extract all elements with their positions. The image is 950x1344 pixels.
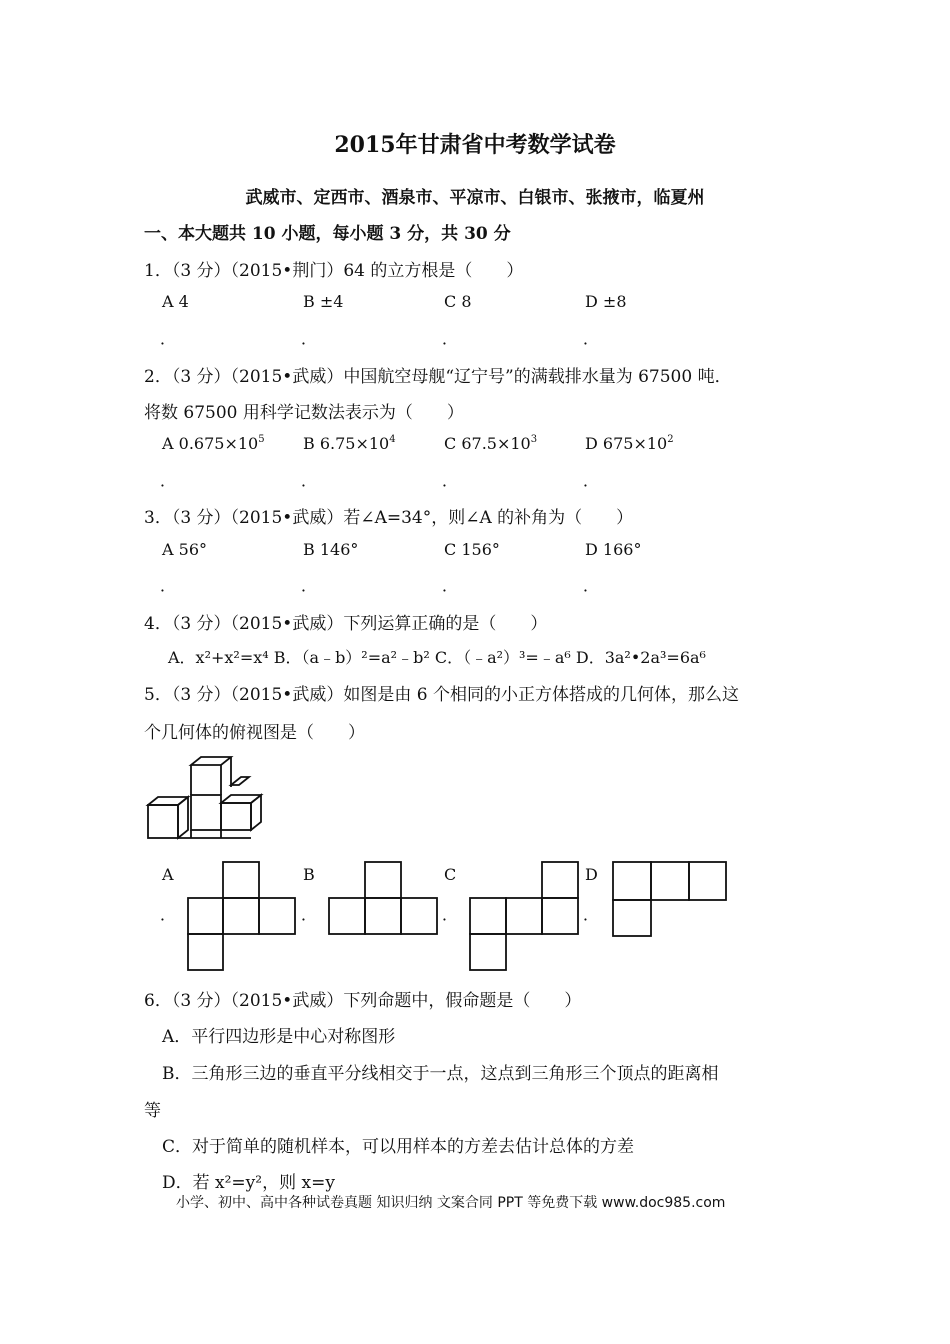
option-dot: ．	[160, 471, 177, 490]
question-3-option-c: C 156°	[444, 540, 500, 559]
question-1-option-b: B ±4	[303, 292, 344, 311]
question-4-stem: 4．（3 分）（2015•武威）下列运算正确的是（ ）	[144, 614, 548, 634]
question-2-option-c: C $67.5\times 10^3$	[444, 434, 538, 453]
question-1-option-c: C 8	[444, 292, 472, 311]
option-dot: ．	[583, 905, 600, 924]
top-view-option-a	[188, 862, 298, 972]
option-dot: ．	[583, 576, 600, 595]
option-dot: ．	[160, 329, 177, 348]
option-dot: ．	[442, 905, 459, 924]
option-dot: ．	[442, 471, 459, 490]
question-5-option-a: A	[162, 865, 174, 884]
question-2-option-a: A $0.675\times 10^5$	[162, 434, 265, 453]
question-6-stem: 6．（3 分）（2015•武威）下列命题中，假命题是（ ）	[144, 991, 582, 1011]
option-dot: ．	[160, 576, 177, 595]
question-5-stem-line2: 个几何体的俯视图是（ ）	[144, 723, 365, 743]
question-5-stem-line1: 5．（3 分）（2015•武威）如图是由 6 个相同的小正方体搭成的几何体，那么这	[144, 685, 739, 705]
question-4-options: A．x²+x²=x⁴ B．（a﹣b）²=a²﹣b² C．（﹣a²）³=﹣a⁶ D．3a²•2a³=6a⁶	[168, 648, 706, 667]
question-2-option-d: D $675\times 10^2$	[585, 434, 674, 453]
option-dot: ．	[301, 576, 318, 595]
option-dot: ．	[160, 905, 177, 924]
question-6-option-b-line2: 等	[144, 1101, 161, 1121]
section-heading: 一、本大题共 10 小题，每小题 3 分，共 30 分	[144, 224, 511, 244]
question-3-stem: 3．（3 分）（2015•武威）若∠A=34°，则∠A 的补角为（ ）	[144, 508, 634, 528]
option-dot: ．	[442, 576, 459, 595]
option-dot: ．	[301, 471, 318, 490]
question-5-option-d: D	[585, 865, 598, 884]
top-view-option-d	[613, 862, 728, 938]
question-3-option-b: B 146°	[303, 540, 359, 559]
page-subtitle: 武威市、定西市、酒泉市、平凉市、白银市、张掖市，临夏州	[245, 188, 705, 208]
top-view-option-c	[470, 862, 580, 972]
question-6-option-a: A．平行四边形是中心对称图形	[162, 1027, 396, 1047]
cube-solid-figure	[140, 755, 270, 850]
question-5-option-c: C	[444, 865, 457, 884]
question-2-option-b: B $6.75\times 10^4$	[303, 434, 396, 453]
option-dot: ．	[301, 905, 318, 924]
option-dot: ．	[301, 329, 318, 348]
question-1-option-a: A 4	[162, 292, 189, 311]
question-2-stem-line2: 将数 67500 用科学记数法表示为（ ）	[144, 403, 464, 423]
option-dot: ．	[583, 471, 600, 490]
question-6-option-b-line1: B．三角形三边的垂直平分线相交于一点，这点到三角形三个顶点的距离相	[162, 1064, 719, 1084]
question-3-option-a: A 56°	[162, 540, 207, 559]
question-6-option-d: D．若 x²=y²，则 x=y	[162, 1173, 335, 1193]
top-view-option-b	[329, 862, 439, 938]
question-1-option-d: D ±8	[585, 292, 627, 311]
footer-watermark-text: 小学、初中、高中各种试卷真题 知识归纳 文案合同 PPT 等免费下载 www.doc985.com	[176, 1195, 726, 1211]
option-dot: ．	[583, 329, 600, 348]
page-title: 2015年甘肃省中考数学试卷	[334, 132, 616, 158]
question-6-option-c: C．对于简单的随机样本，可以用样本的方差去估计总体的方差	[162, 1137, 635, 1157]
question-3-option-d: D 166°	[585, 540, 642, 559]
question-5-option-b: B	[303, 865, 315, 884]
question-2-stem-line1: 2．（3 分）（2015•武威）中国航空母舰“辽宁号”的满载排水量为 67500 吨．	[144, 367, 732, 387]
option-dot: ．	[442, 329, 459, 348]
question-1-stem: 1．（3 分）（2015•荆门）64 的立方根是（ ）	[144, 261, 524, 281]
